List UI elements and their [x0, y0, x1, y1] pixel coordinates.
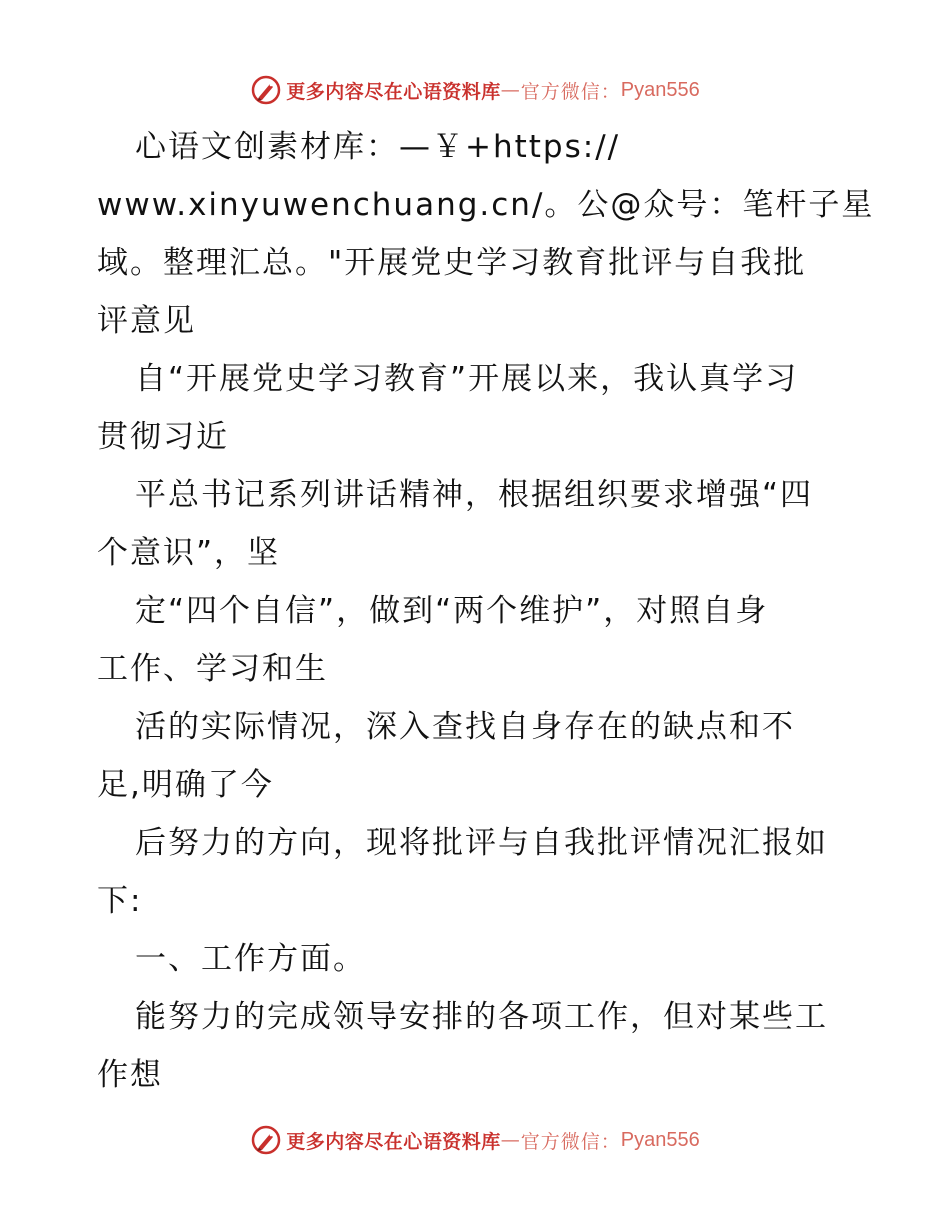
body-line: 工作、学习和生 [97, 651, 328, 687]
body-line: 下: [97, 883, 143, 919]
pen-logo-icon [250, 74, 282, 106]
body-line: 域。整理汇总。"开展党史学习教育批评与自我批 [97, 245, 807, 281]
header-slogan: 更多内容尽在心语资料库 [286, 80, 501, 103]
body-line: 个意识”，坚 [97, 535, 281, 571]
body-line: 后努力的方向，现将批评与自我批评情况汇报如 [135, 825, 828, 861]
body-line: 平总书记系列讲话精神，根据组织要求增强“四 [135, 477, 814, 513]
body-line: 定“四个自信”，做到“两个维护”，对照自身 [135, 593, 769, 629]
footer-dash: — [500, 1129, 521, 1151]
body-line: 心语文创素材库：—￥+https:// [135, 129, 621, 165]
header-banner [0, 68, 950, 112]
body-line: 能努力的完成领导安排的各项工作，但对某些工 [135, 999, 828, 1035]
footer-wechat-label: 官方微信： [520, 1130, 621, 1153]
body-line: 自“开展党史学习教育”开展以来，我认真学习 [135, 361, 799, 397]
header-wechat-label: 官方微信： [520, 80, 621, 103]
body-line: www.xinyuwenchuang.cn/。公@众号：笔杆子星 [97, 187, 875, 223]
body-line: 足,明确了今 [97, 767, 274, 803]
footer-wechat-id: Pyan556 [620, 1128, 700, 1151]
pen-logo-icon [250, 1124, 282, 1156]
section-heading: 一、工作方面。 [135, 941, 366, 977]
body-line: 评意见 [97, 303, 196, 339]
body-line: 作想 [97, 1057, 163, 1093]
body-line: 活的实际情况，深入查找自身存在的缺点和不 [135, 709, 795, 745]
body-line: 贯彻习近 [97, 419, 229, 455]
footer-slogan: 更多内容尽在心语资料库 [286, 1130, 501, 1153]
document-body [97, 118, 875, 1104]
footer-banner [0, 1118, 950, 1162]
header-wechat-id: Pyan556 [620, 78, 700, 101]
header-dash: — [500, 79, 521, 101]
